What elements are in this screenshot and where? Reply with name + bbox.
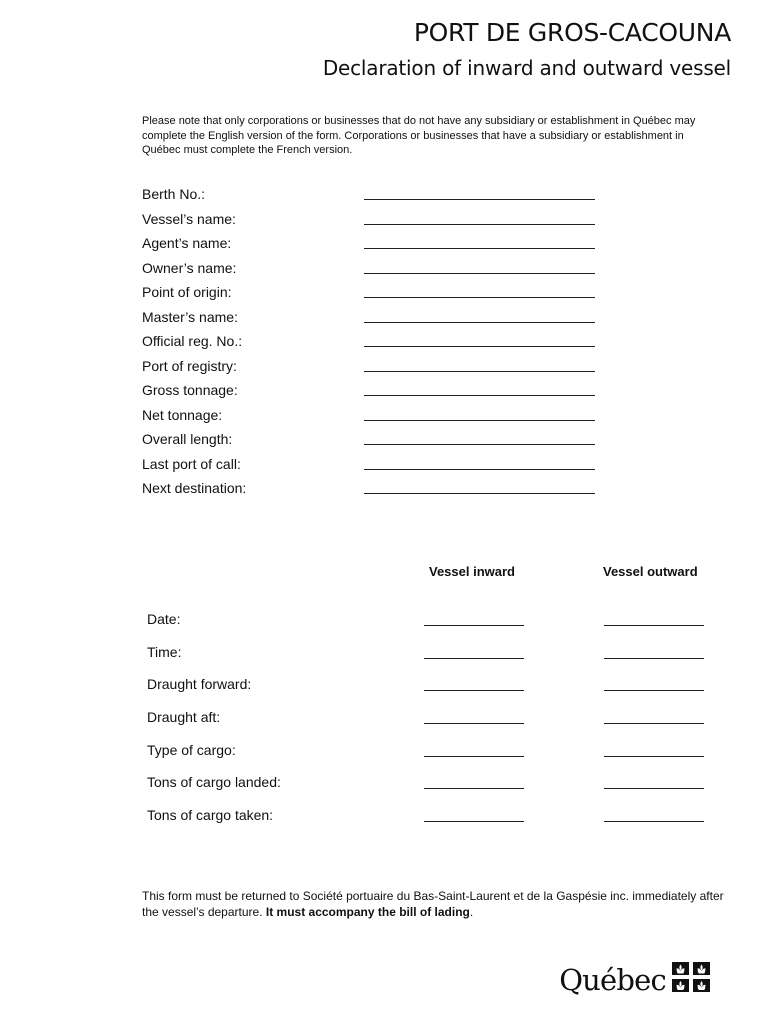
voyage-row-draught-aft (147, 709, 717, 742)
voyage-row-date (147, 611, 717, 644)
date-inward-input-line[interactable] (424, 625, 524, 626)
master-name-input-line[interactable] (364, 322, 595, 323)
vessel-details-section (142, 186, 602, 505)
overall-length-input-line[interactable] (364, 444, 595, 445)
point-of-origin-input-line[interactable] (364, 297, 595, 298)
voyage-label: Tons of cargo landed: (147, 774, 281, 791)
field-label: Vessel’s name: (142, 210, 236, 227)
voyage-details-section (147, 611, 717, 840)
field-label: Net tonnage: (142, 406, 223, 423)
voyage-row-type-of-cargo (147, 742, 717, 775)
voyage-label: Draught aft: (147, 709, 221, 726)
field-label: Overall length: (142, 431, 233, 447)
next-destination-input-line[interactable] (364, 493, 595, 494)
field-label: Last port of call: (142, 455, 241, 472)
field-label: Next destination: (142, 480, 247, 496)
field-label: Owner’s name: (142, 259, 237, 276)
port-of-registry-input-line[interactable] (364, 371, 595, 372)
draught-forward-inward-input-line[interactable] (424, 690, 524, 691)
type-of-cargo-inward-input-line[interactable] (424, 756, 524, 757)
footer-period: . (469, 904, 474, 919)
quebec-wordmark: Québec (559, 962, 666, 997)
fleur-de-lis-flag-icon (672, 962, 710, 997)
net-tonnage-input-line[interactable] (364, 420, 595, 421)
field-point-of-origin (142, 284, 602, 309)
draught-forward-outward-input-line[interactable] (604, 690, 704, 691)
type-of-cargo-outward-input-line[interactable] (604, 756, 704, 757)
voyage-label: Time: (147, 643, 182, 660)
official-reg-no-input-line[interactable] (364, 346, 595, 347)
vessel-name-input-line[interactable] (364, 224, 595, 225)
voyage-label: Type of cargo: (147, 741, 236, 758)
voyage-label: Draught forward: (147, 676, 252, 693)
tons-taken-inward-input-line[interactable] (424, 821, 524, 822)
tons-landed-outward-input-line[interactable] (604, 788, 704, 789)
column-header-vessel-inward: Vessel inward (429, 564, 515, 579)
form-subtitle: Declaration of inward and outward vessel (322, 56, 731, 80)
field-next-destination (142, 480, 602, 505)
field-vessel-name (142, 211, 602, 236)
return-instructions-text: This form must be returned to Société portuaire du Bas-Saint-Laurent et de la Gaspésie inc. immediately after the vessel’s departure. (142, 889, 724, 919)
field-overall-length (142, 431, 602, 456)
draught-aft-outward-input-line[interactable] (604, 723, 704, 724)
column-header-vessel-outward: Vessel outward (603, 564, 698, 579)
time-outward-input-line[interactable] (604, 658, 704, 659)
voyage-row-draught-forward (147, 676, 717, 709)
field-owner-name (142, 260, 602, 285)
agent-name-input-line[interactable] (364, 248, 595, 249)
field-berth-no (142, 186, 602, 211)
language-notice: Please note that only corporations or businesses that do not have any subsidiary or establishment in Québec may complete the English version of the form. Corporations or businesses that have a subsidiary or establishment in Québec must complete the French version. (142, 115, 696, 156)
field-label: Port of registry: (142, 357, 237, 374)
field-official-reg-no (142, 333, 602, 358)
tons-taken-outward-input-line[interactable] (604, 821, 704, 822)
return-instructions (142, 889, 742, 920)
voyage-label: Date: (147, 611, 181, 627)
voyage-row-tons-landed (147, 774, 717, 807)
berth-no-input-line[interactable] (364, 199, 595, 200)
field-gross-tonnage (142, 382, 602, 407)
last-port-of-call-input-line[interactable] (364, 469, 595, 470)
voyage-row-time (147, 644, 717, 677)
field-label: Point of origin: (142, 284, 232, 300)
form-title: PORT DE GROS-CACOUNA (413, 18, 731, 47)
bill-of-lading-emphasis: It must accompany the bill of lading (265, 904, 470, 919)
field-label: Official reg. No.: (142, 333, 243, 349)
date-outward-input-line[interactable] (604, 625, 704, 626)
field-master-name (142, 309, 602, 334)
owner-name-input-line[interactable] (364, 273, 595, 274)
tons-landed-inward-input-line[interactable] (424, 788, 524, 789)
field-label: Master’s name: (142, 308, 238, 325)
field-last-port-of-call (142, 456, 602, 481)
draught-aft-inward-input-line[interactable] (424, 723, 524, 724)
gross-tonnage-input-line[interactable] (364, 395, 595, 396)
field-label: Agent’s name: (142, 235, 232, 251)
field-port-of-registry (142, 358, 602, 383)
time-inward-input-line[interactable] (424, 658, 524, 659)
voyage-label: Tons of cargo taken: (147, 807, 274, 824)
field-label: Gross tonnage: (142, 382, 238, 398)
field-agent-name (142, 235, 602, 260)
field-label: Berth No.: (142, 186, 206, 202)
quebec-logo (559, 962, 710, 997)
voyage-row-tons-taken (147, 807, 717, 840)
field-net-tonnage (142, 407, 602, 432)
